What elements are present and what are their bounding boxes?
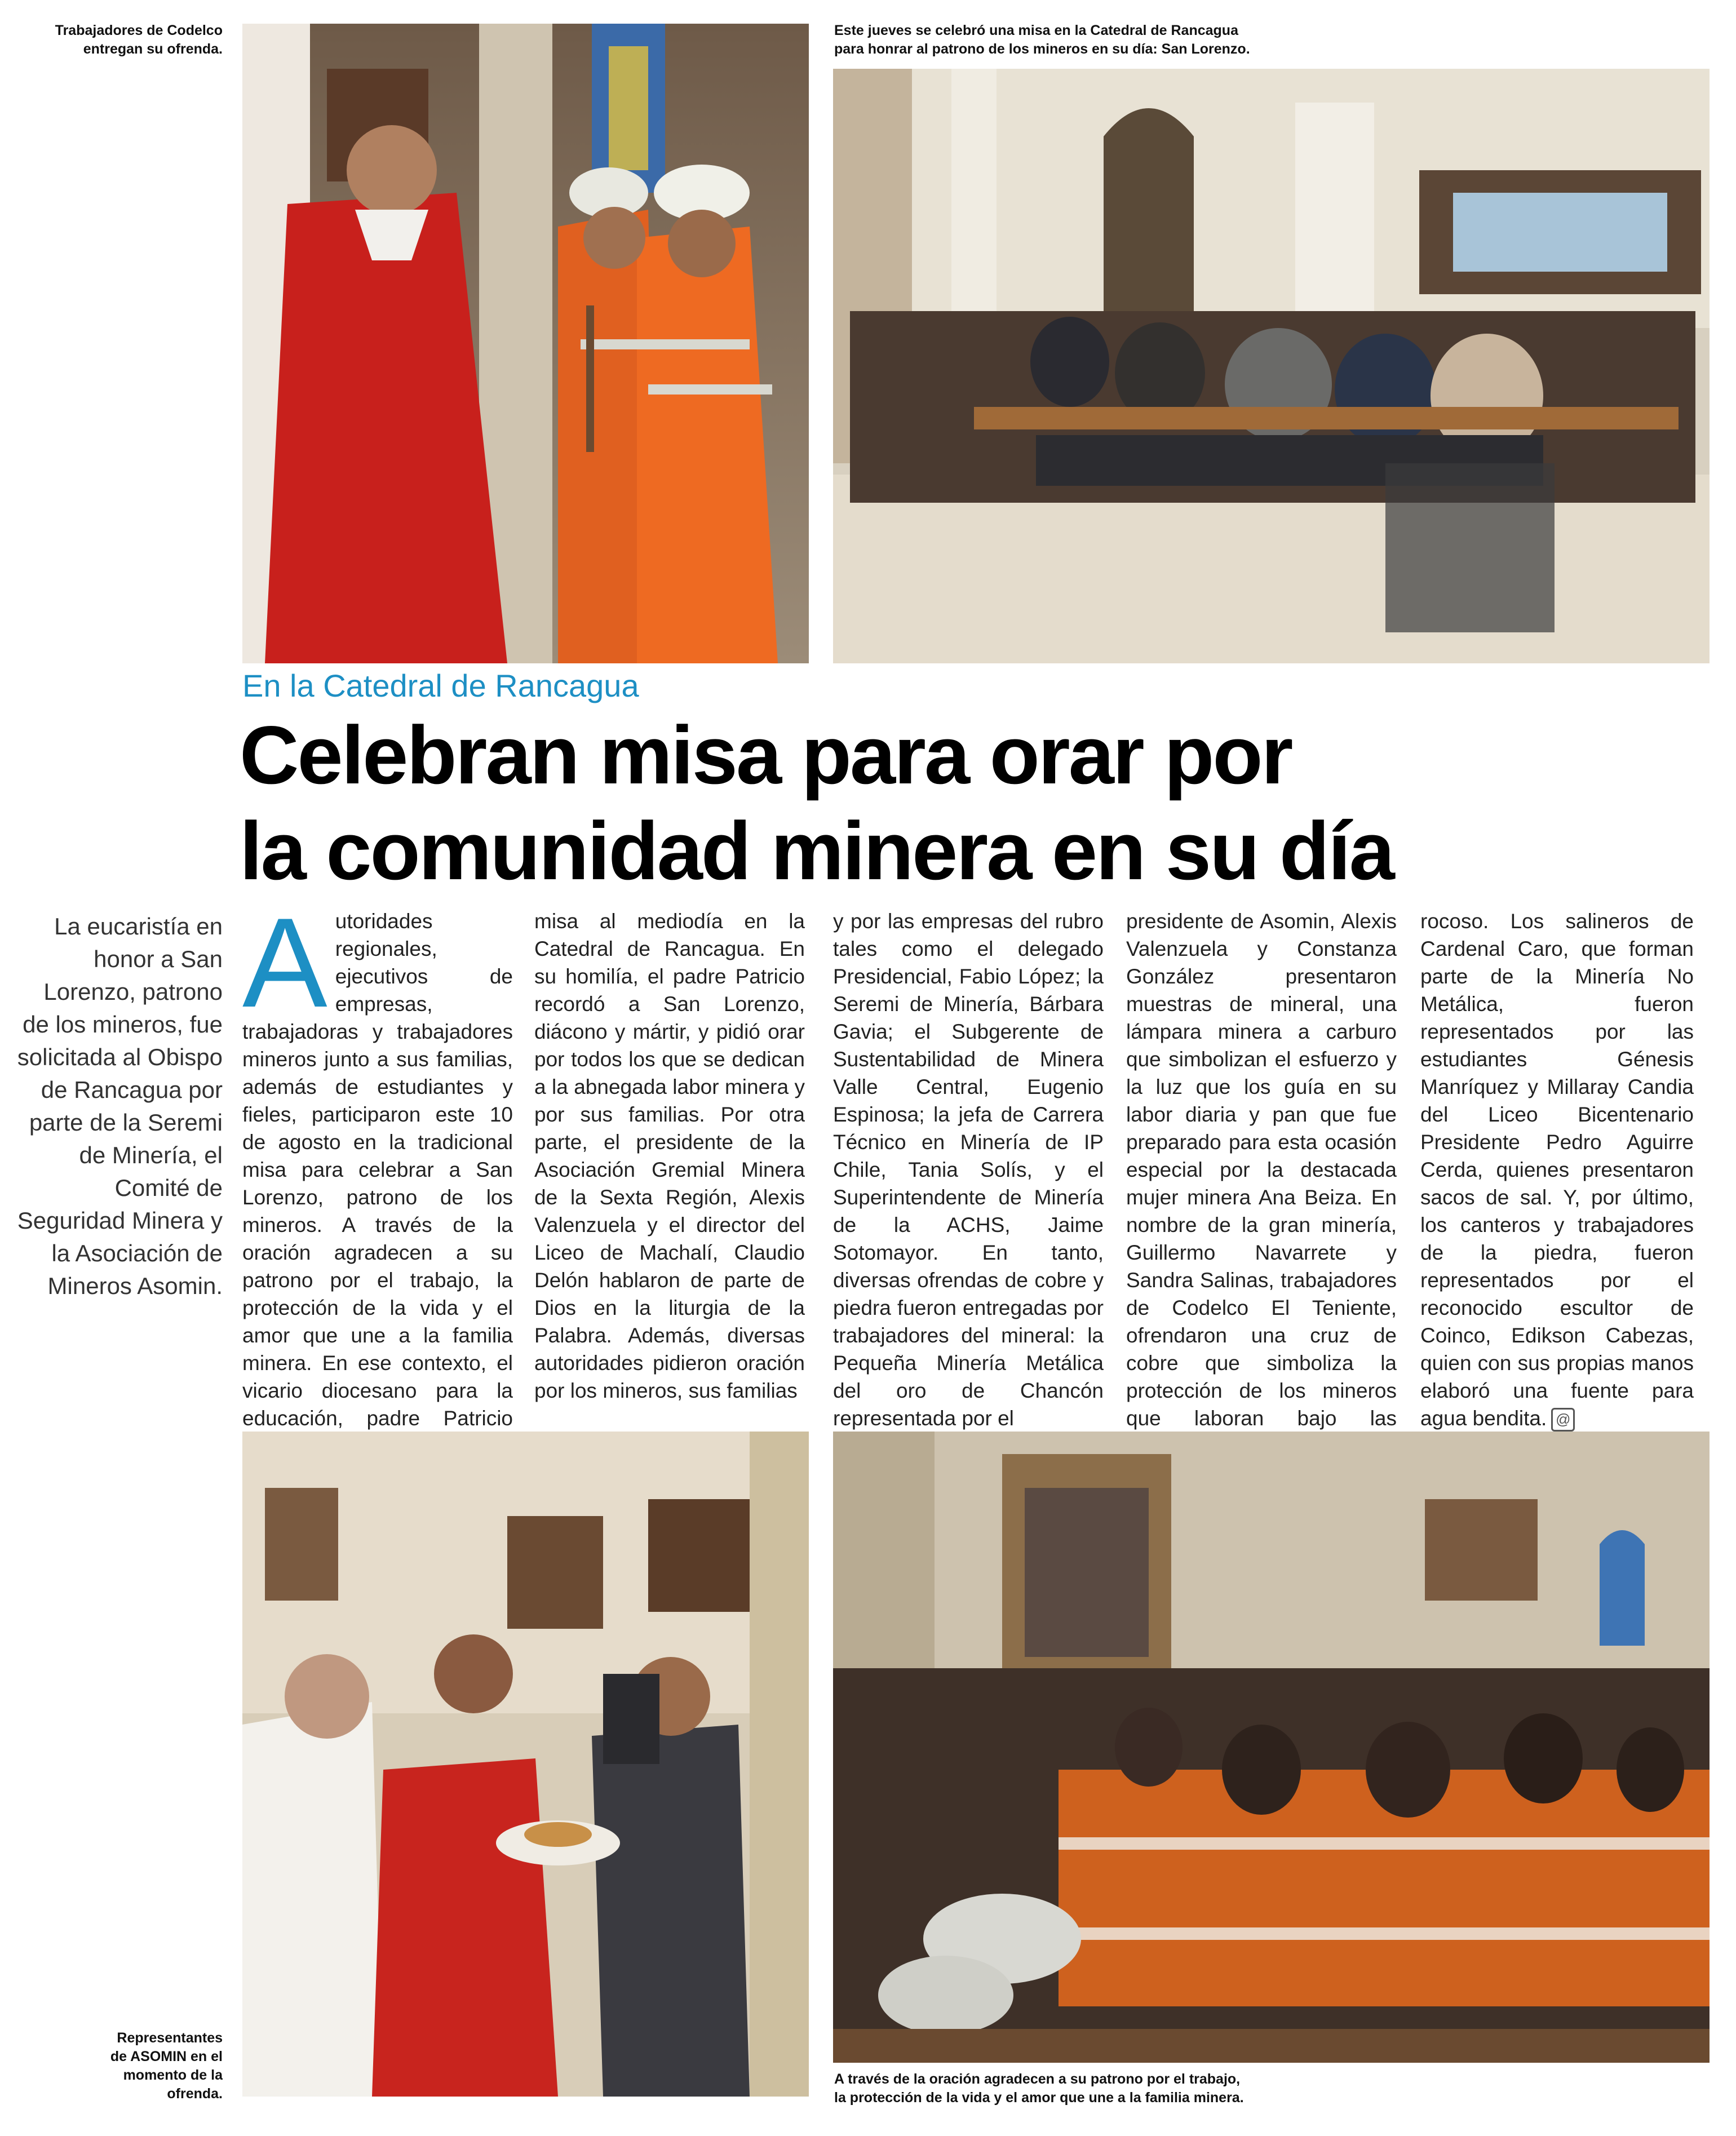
photo-caption-bottom-right: [834, 2070, 1680, 2107]
column-text: rocoso. Los salineros de Cardenal Caro, que forman parte de la Minería No Metálica, fueron representados por las estudiantes Génesis Manríquez y Millaray Candia del Liceo Bicentenario Presidente Pedro Aguirre Cerda, quienes presentaron sacos de sal. Y, por último, los canteros y trabajadores de la piedra, fueron representados por el reconocido escultor de Coinco, Edikson Cabezas, quien con sus propias manos elaboró una fuente para agua bendita.: [1420, 910, 1694, 1430]
article-column-4: [1126, 907, 1397, 1430]
article-standfirst: La eucaristía en honor a San Lorenzo, patrono de los mineros, fue solicitada al Obispo de Rancagua por parte de la Seremi de Minería, el Comité de Seguridad Minera y la Asociación de Mineros Asomin.: [17, 913, 223, 1299]
column-text: presidente de Asomin, Alexis Valenzuela y Constanza González presentaron muestras de mineral, una lámpara minera a carburo que simbolizan el esfuerzo y la luz que los guía en su labor diaria y pan que fue preparado para esta ocasión especial por la destacada mujer minera Ana Beiza. En nombre de la gran minería, Guillermo Navarrete y Sandra Salinas, trabajadores de Codelco El Teniente, ofrendaron una cruz de cobre que simboliza la protección de los mineros que laboran bajo las: [1126, 910, 1397, 1430]
caption-line: Representantes: [117, 2030, 223, 2046]
end-mark-icon: @: [1551, 1408, 1575, 1432]
article-headline: [240, 707, 1705, 899]
caption-line: entregan su ofrenda.: [83, 41, 223, 57]
caption-line: ofrenda.: [167, 2086, 223, 2102]
photo-women-miners: [833, 1432, 1710, 2063]
caption-line: de ASOMIN en el: [110, 2049, 223, 2064]
caption-line: momento de la: [123, 2067, 223, 2083]
drop-cap: A: [242, 891, 327, 1034]
headline-line: Celebran misa para orar por: [240, 709, 1292, 801]
photo-asomin-offering: [242, 1432, 809, 2097]
photo-congregation: [833, 69, 1710, 663]
caption-line: Este jueves se celebró una misa en la Catedral de Rancagua: [834, 23, 1238, 38]
headline-line: la comunidad minera en su día: [240, 805, 1393, 897]
photo-caption-bottom-left: [23, 2029, 223, 2103]
column-text: misa al mediodía en la Catedral de Rancagua. En su homilía, el padre Patricio recordó a San Lorenzo, diácono y mártir, y pidió orar por todos los que se dedican a la abnegada labor minera y por sus familias. Por otra parte, el presidente de la Asociación Gremial Minera de la Sexta Región, Alexis Valenzuela y el director del Liceo de Machalí, Claudio Delón hablaron de parte de Dios en la liturgia de la Palabra. Además, diversas autoridades pidieron oración por los mineros, sus familias: [534, 910, 805, 1402]
article-column-3: [833, 907, 1104, 1430]
column-text: utoridades regionales, ejecutivos de empresas, trabajadoras y trabajadores mineros junto a sus familias, además de estudiantes y fieles, participaron este 10 de agosto en la tradicional misa para celebrar a San Lorenzo, patrono de los mineros. A través de la oración agradecen a su patrono por el trabajo, la protección de la vida y el amor que une a la familia minera. En ese contexto, el vicario diocesano para la educación, padre Patricio: [242, 910, 513, 1430]
photo-caption-top-left: [23, 21, 223, 59]
caption-line: la protección de la vida y el amor que une a la familia minera.: [834, 2090, 1244, 2106]
photo-caption-top-right: [834, 21, 1623, 59]
caption-line: para honrar al patrono de los mineros en su día: San Lorenzo.: [834, 41, 1250, 57]
article-kicker: En la Catedral de Rancagua: [242, 668, 639, 703]
article-column-1: [242, 891, 513, 1430]
article-column-2: [534, 907, 805, 1403]
caption-line: A través de la oración agradecen a su patrono por el trabajo,: [834, 2071, 1241, 2087]
article-column-5: [1420, 907, 1694, 1430]
column-text: y por las empresas del rubro tales como el delegado Presidencial, Fabio López; la Seremi de Minería, Bárbara Gavia; el Subgerente de Sustentabilidad de Minera Valle Central, Eugenio Espinosa; la jefa de Carrera Técnico en Minería de IP Chile, Tania Solís, y el Superintendente de Minería de la ACHS, Jaime Sotomayor. En tanto, diversas ofrendas de cobre y piedra fueron entregadas por trabajadores del mineral: la Pequeña Minería Metálica del oro de Chancón representada por el: [833, 910, 1104, 1430]
caption-line: Trabajadores de Codelco: [55, 23, 223, 38]
photo-codelco-offering: [242, 24, 809, 663]
